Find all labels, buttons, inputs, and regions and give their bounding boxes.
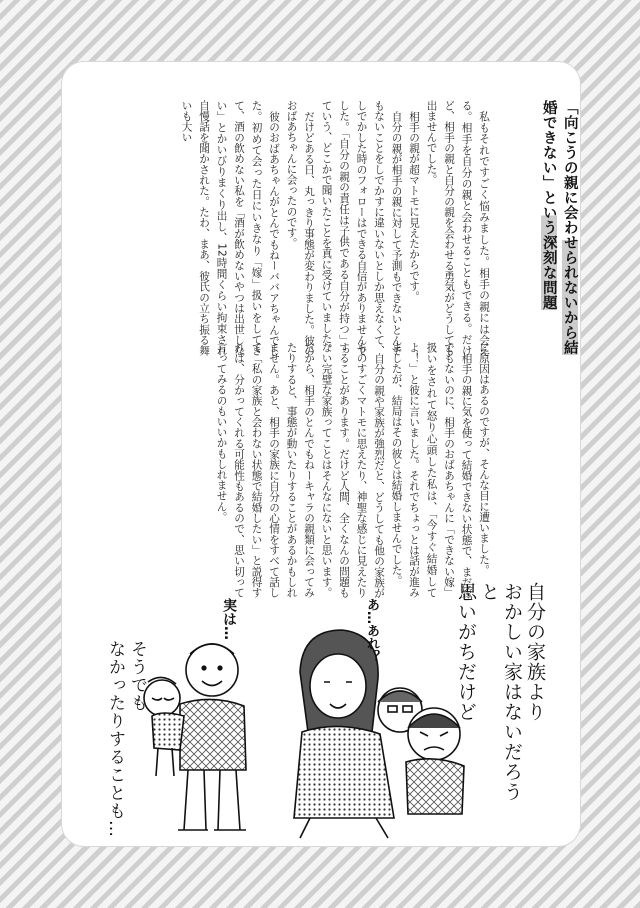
body-paragraph: 私もそれですごく悩みました。相手の親には会える。相手を自分の親と会わせることもできる。だけど、相手の親と自分の親を会わせる勇気がどうしても出ませんでした。: [425, 100, 490, 356]
narration-right: 自分の家族より おかしい家はないだろうと 思いがちだけど: [455, 582, 546, 802]
article-body-top: [102, 100, 492, 356]
narration-left: そうでも なかったりすることも…: [105, 640, 147, 838]
headline-line-1: 「向こうの親に会わせられないから結: [561, 100, 578, 355]
speech-man: 実は…: [221, 598, 237, 640]
body-paragraph: 相手の親が超マトモに見えたからです。: [408, 110, 420, 302]
speech-woman: あ…あれ？: [364, 598, 379, 663]
article-body-bottom: [102, 342, 492, 598]
article-headline: [514, 100, 580, 390]
body-paragraph: に原因はあるのですが、そんな目に遭いました。: [478, 342, 490, 576]
body-paragraph: 相手の親に気を使って結婚できない状態で、まだ嫁でもないのに、相手のおばあちゃんに「できない嫁」扱いをされて怒り心頭した私は、「今すぐ結婚してよ！」と彼に言いました。それでちょっとは話が進みましたが、結局はその彼とは結婚しませんでした。: [390, 342, 473, 598]
man-with-baby-figure: [144, 644, 246, 830]
body-paragraph: 自分の親が相手の親に対して予測もできないとんでもないことをしでかすに違いないとしか思えなくて、しでかした時のフォローはできる自信がありませんでした。「自分の親の責任は子供である自分が持つ」っていう、どこかで聞いたことを真に受けていました。: [320, 100, 403, 356]
article-card: [62, 62, 580, 846]
body-paragraph: だけどある日、丸っきり事態が変わりました。彼のおばあちゃんに会ったのです。: [285, 100, 315, 356]
body-paragraph: 自分の親や家族が強烈だと、どうしても他の家族がものすごくマトモに思えたり、神聖な感じに見えたりすることがあります。だけど人間、全くなんの問題もない完璧な家族ってことはそんなにないと思います。だから、相手のとんでもねーキャラの親類に会ってみたりすると、事態が動いたりすることがあるかもしれません。あと、相手の家族に自分の心情をすべて話して「私の家族と会わない状態で結婚したい」と説得すれば、分かってくれる可能性もあるので、思い切って言ってみるのもいいかもしれません。: [215, 342, 385, 598]
body-paragraph: 彼のおばあちゃんがとんでもねーババアちゃんでした。初めて会った日にいきなり「嫁」扱いをしてきて、酒の飲めない私を「酒が飲めないやつは出世しない」とかいびりまくり出し、12時間くらい拘束され自慢話を聞かされた。たわ、まあ、彼氏の立ち振る舞いも大い: [180, 100, 280, 356]
headline-line-2: 婚できない」という深刻な問題: [540, 100, 557, 310]
